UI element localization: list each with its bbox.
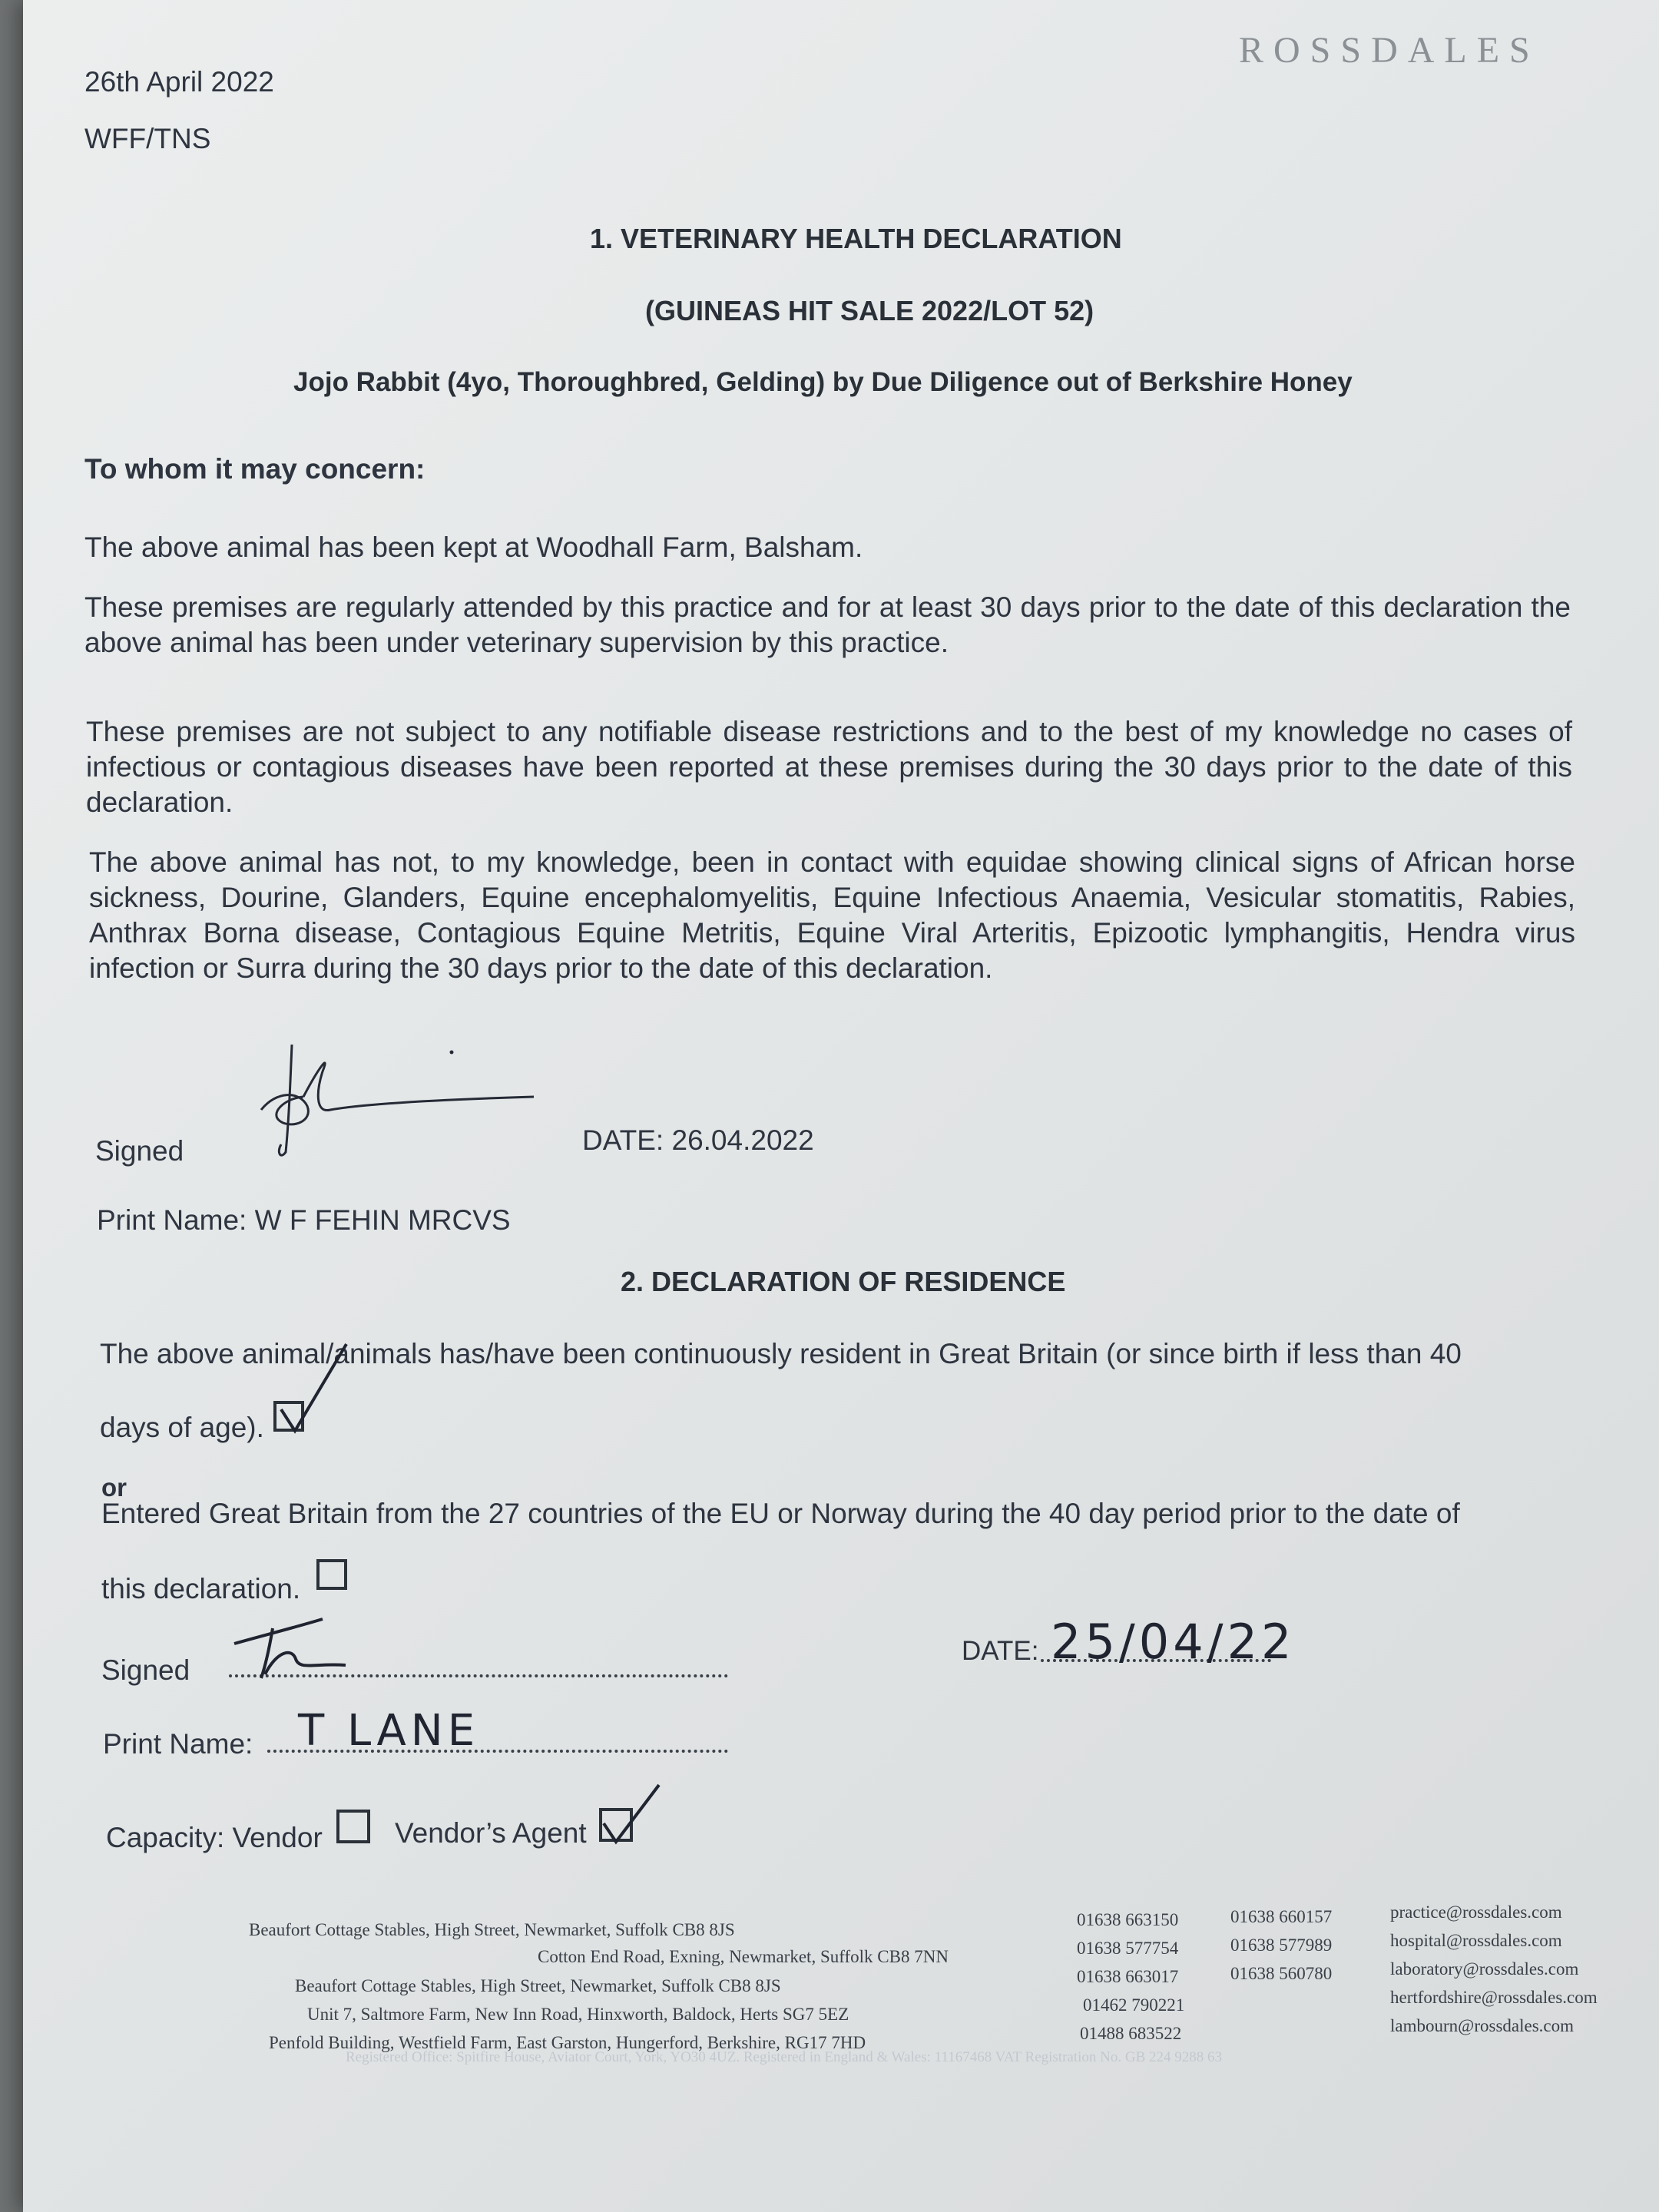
footer-address-4: Unit 7, Saltmore Farm, New Inn Road, Hinxworth, Baldock, Herts SG7 5EZ [307,2005,849,2024]
vet-print-name: Print Name: W F FEHIN MRCVS [97,1204,511,1236]
footer-fax-2: 01638 577989 [1230,1936,1333,1955]
residence-option1-text-cont: days of age). [100,1412,264,1443]
vendor-print-name-label: Print Name: [103,1728,253,1760]
footer-email-2[interactable]: hospital@rossdales.com [1390,1931,1562,1950]
vet-signature-date: DATE: 26.04.2022 [582,1124,814,1156]
document-page [23,0,1659,2212]
footer-address-1: Beaufort Cottage Stables, High Street, Newmarket, Suffolk CB8 8JS [249,1920,735,1939]
option1-tick-mark [273,1340,358,1440]
footer-fax-3: 01638 560780 [1230,1964,1333,1983]
vendor-handwritten-name: T LANE [298,1706,480,1756]
vendor-date-label: DATE: [962,1636,1039,1666]
paragraph-kept-at: The above animal has been kept at Woodhall Farm, Balsham. [84,531,863,563]
rossdales-logo: ROSSDALES [1239,30,1540,71]
vet-signed-label: Signed [95,1135,184,1167]
footer-fax-1: 01638 660157 [1230,1907,1333,1926]
vendor-handwritten-date: 25/04/22 [1051,1614,1296,1670]
footer-phone-4: 01462 790221 [1083,1995,1185,2015]
footer-email-1[interactable]: practice@rossdales.com [1390,1902,1562,1922]
vendor-signature [230,1605,369,1682]
paragraph-disease-contact: The above animal has not, to my knowledge, been in contact with equidae showing clinical signs of African horse sickness, Dourine, Glanders, Equine encephalomyelitis, Equine Infectious Anaemia, Vesicular stomatitis, Rabies, Anthrax Borna disease, Contagious Equine Metritis, Equine Viral Arteritis, Epizootic lymphangitis, Hendra virus infection or Surra during the 30 days prior to the date of this declaration. [89,846,1575,984]
sale-lot-subheading: (GUINEAS HIT SALE 2022/LOT 52) [645,295,1094,326]
footer-email-5[interactable]: lambourn@rossdales.com [1390,2016,1574,2035]
salutation: To whom it may concern: [84,453,426,485]
capacity-vendor-label: Capacity: Vendor [106,1822,323,1853]
capacity-vendor-checkbox[interactable] [336,1810,370,1843]
registered-office-note: Registered Office: Spitfire House, Aviator Court, York, YO30 4UZ. Registered in England & Wales: 11167468 VAT Registration No. GB 224 9288 63 [346,2049,1223,2065]
section1-heading: 1. VETERINARY HEALTH DECLARATION [590,223,1122,254]
paragraph-restrictions: These premises are not subject to any notifiable disease restrictions and to the best of my knowledge no cases of infectious or contagious diseases have been reported at these premises during the 30 days prior to the date of this declaration. [86,716,1572,818]
residence-option2-text-cont: this declaration. [101,1573,301,1604]
residence-option2-checkbox[interactable] [316,1559,347,1590]
footer-phone-2: 01638 577754 [1077,1939,1179,1958]
footer-phone-1: 01638 663150 [1077,1910,1179,1929]
paragraph-supervision: These premises are regularly attended by this practice and for at least 30 days prior to the date of this declaration the above animal has been under veterinary supervision by this practice. [84,591,1571,658]
reference-code: WFF/TNS [84,123,211,154]
agent-tick-mark [599,1780,676,1849]
footer-address-2: Cotton End Road, Exning, Newmarket, Suffolk CB8 7NN [538,1947,949,1966]
residence-option2-text: Entered Great Britain from the 27 countries of the EU or Norway during the 40 day period prior to the date of [101,1498,1460,1529]
horse-description: Jojo Rabbit (4yo, Thoroughbred, Gelding) by Due Diligence out of Berkshire Honey [293,367,1353,397]
footer-address-5: Penfold Building, Westfield Farm, East Garston, Hungerford, Berkshire, RG17 7HD [269,2033,866,2052]
footer-phone-5: 01488 683522 [1080,2024,1182,2043]
capacity-agent-label: Vendor’s Agent [395,1817,587,1849]
letter-date: 26th April 2022 [84,66,274,98]
vendor-signed-label: Signed [101,1654,190,1686]
footer-address-3: Beaufort Cottage Stables, High Street, Newmarket, Suffolk CB8 8JS [295,1976,781,1995]
or-separator: or [101,1473,127,1502]
residence-option1-text: The above animal/animals has/have been continuously resident in Great Britain (or since birth if less than 40 [100,1338,1462,1369]
vet-signature [246,1037,553,1167]
footer-email-4[interactable]: hertfordshire@rossdales.com [1390,1988,1598,2007]
footer-phone-3: 01638 663017 [1077,1967,1179,1986]
footer-email-3[interactable]: laboratory@rossdales.com [1390,1959,1579,1979]
section2-heading: 2. DECLARATION OF RESIDENCE [621,1266,1066,1297]
